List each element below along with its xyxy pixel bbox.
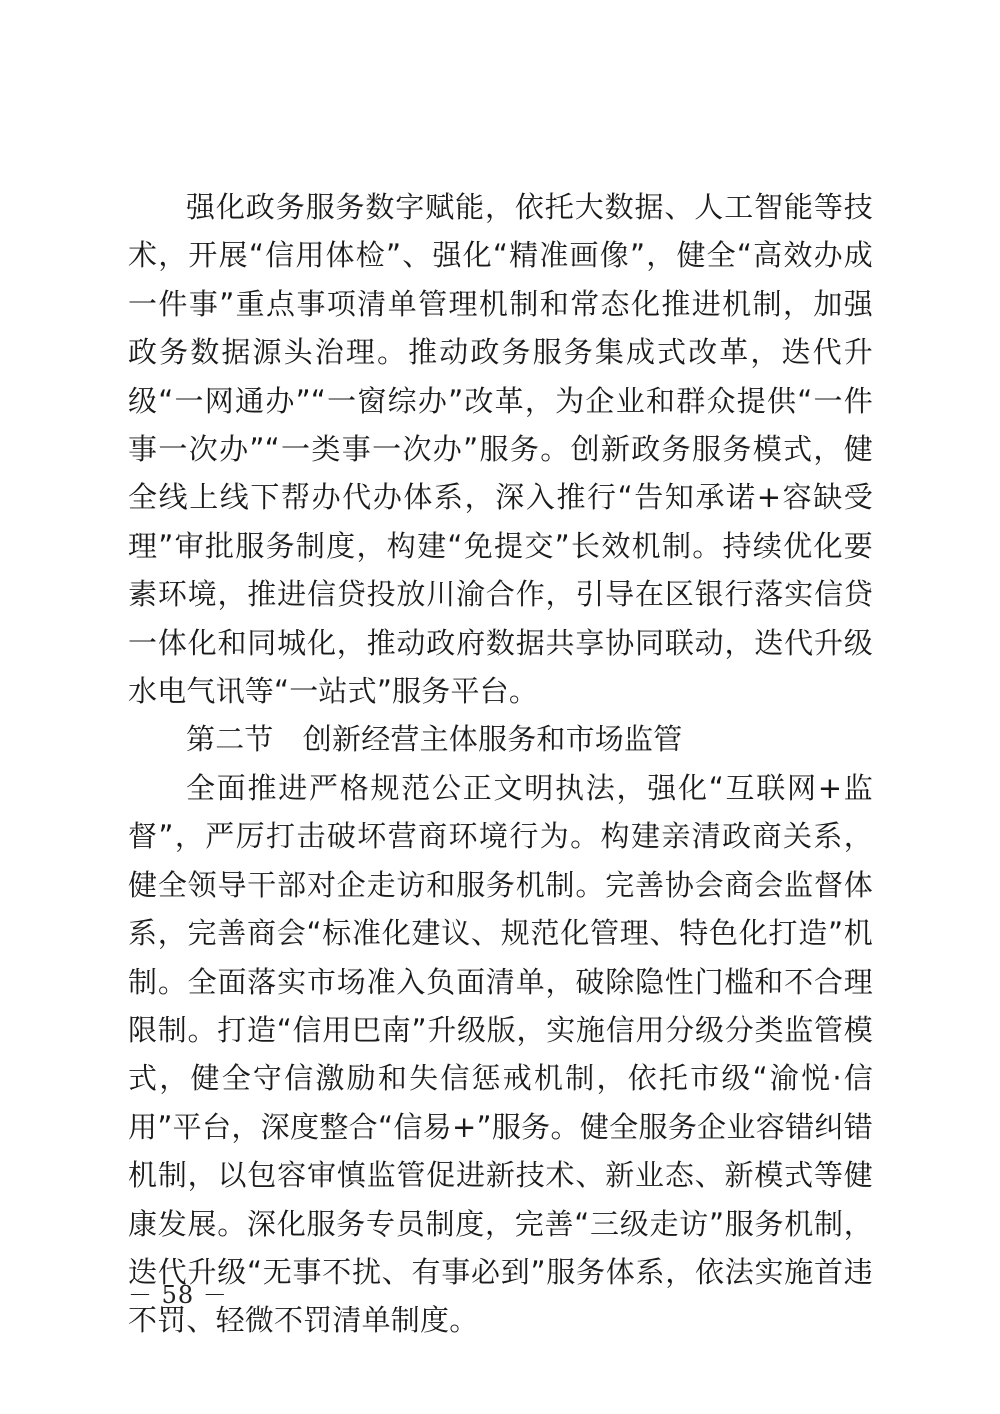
paragraph-digital-empowerment: 强化政务服务数字赋能，依托大数据、人工智能等技术，开展“信用体检”、强化“精准画像”，健全“高效办成一件事”重点事项清单管理机制和常态化推进机制，加强政务数据源头治理。推动政务服务集成式改革，迭代升级“一网通办”“一窗综办”改革，为企业和群众提供“一件事一次办”“一类事一次办”服务。创新政务服务模式，健全线上线下帮办代办体系，深入推行“告知承诺+容缺受理”审批服务制度，构建“免提交”长效机制。持续优化要素环境，推进信贷投放川渝合作，引导在区银行落实信贷一体化和同城化，推动政府数据共享协同联动，迭代升级水电气讯等“一站式”服务平台。	[128, 190, 873, 709]
paragraph-law-enforcement: 全面推进严格规范公正文明执法，强化“互联网+监督”，严厉打击破坏营商环境行为。构建亲清政商关系，健全领导干部对企走访和服务机制。完善协会商会监督体系，完善商会“标准化建议、规范化管理、特色化打造”机制。全面落实市场准入负面清单，破除隐性门槛和不合理限制。打造“信用巴南”升级版，实施信用分级分类监管模式，健全守信激励和失信惩戒机制，依托市级“渝悦·信用”平台，深度整合“信易+”服务。健全服务企业容错纠错机制，以包容审慎监管促进新技术、新业态、新模式等健康发展。深化服务专员制度，完善“三级走访”服务机制，迭代升级“无事不扰、有事必到”服务体系，依法实施首违不罚、轻微不罚清单制度。	[128, 770, 873, 1338]
document-body	[128, 183, 873, 1345]
section-heading: 第二节 创新经营主体服务和市场监管	[186, 722, 683, 757]
page-number: － 58 －	[128, 1281, 228, 1309]
